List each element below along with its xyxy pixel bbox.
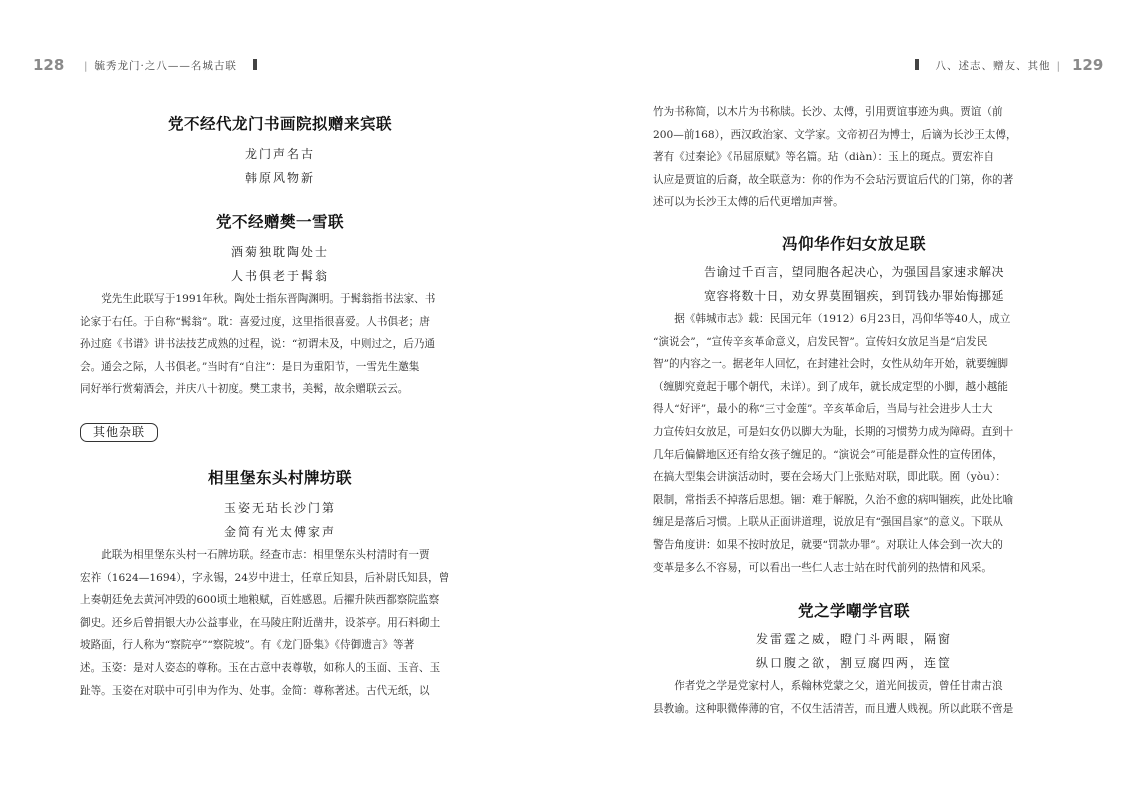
category-tag: 其他杂联 (80, 423, 158, 442)
couplet-line: 龙门声名古 (244, 147, 315, 161)
section-title: 冯仰华作妇女放足联 (781, 233, 926, 253)
couplet-line: 告谕过千百言，望同胞各起决心，为强国昌家速求解决 (703, 264, 1004, 279)
couplet-line: 韩原风物新 (244, 171, 315, 185)
couplet-line: 玉姿无玷长沙门第 (223, 500, 336, 515)
section-title: 党不经赠樊一雪联 (215, 212, 344, 231)
running-header-left: | 毓秀龙门·之八——名城古联 (78, 58, 257, 73)
running-title-left: 毓秀龙门·之八——名城古联 (94, 60, 237, 72)
commentary-paragraph: 作者党之学是党家村人，系翰林党蒙之父，道光间拔贡，曾任甘肃古浪 县教谕。这种职微俸薄的官，不仅生活清苦，而且遭人贱视。所以此联不啻是 (653, 680, 1014, 715)
page-number-right: 129 (1072, 56, 1104, 74)
commentary-paragraph: 竹为书称简，以木片为书称牍。长沙、太傅，引用贾谊事迹为典。贾谊（前 200—前168），西汉政治家、文学家。文帝初召为博士，后谪为长沙王太傅， 著有《过秦论》《吊屈原赋》等名篇。玷（diàn）：玉上的斑点。贾宏祚自 认应是贾谊的后裔，故全联意为：你的作为不会玷污贾谊后代的门第，你的著 述可以为长沙王太傅的后代更增加声誉。 (653, 106, 1017, 209)
page-number-left: 128 (33, 56, 65, 74)
commentary-paragraph: 此联为相里堡东头村一石牌坊联。经查市志：相里堡东头村清时有一贾 宏祚（1624—1694），字永锡，24岁中进士，任章丘知县，后补尉氏知县，曾 上奏朝廷免去黄河冲毁的600顷土地粮赋，百姓感恩。后擢升陕西都察院监察 御史。还乡后曾捐银大办公益事业，在马陵庄附近凿井，设茶亭。用石料砌土 坡路面，行人称为“察院亭”“察院坡”。有《龙门卧集》《侍御遗言》等著 述。玉姿：是对人姿态的尊称。玉在古意中表尊敬，如称人的玉面、玉音、玉 趾等。玉姿在对联中可引申为作为、处事。金简：尊称著述。古代无纸，以 (80, 548, 450, 697)
couplet-line: 宽容将数十日，劝女界莫囿锢疾，到罚钱办罪始悔挪延 (703, 288, 1004, 303)
couplet-line: 金简有光太傅家声 (223, 524, 336, 539)
section-title: 党不经代龙门书画院拟赠来宾联 (167, 114, 392, 133)
couplet-line: 纵口腹之欲，割豆腐四两，连筐 (755, 656, 952, 671)
commentary-paragraph: 据《韩城市志》载：民国元年（1912）6月23日，冯仰华等40人，成立 “演说会”，“宣传辛亥革命意义，启发民智”。宣传妇女放足当是“启发民 智”的内容之一。据老年人回忆，在封建社会时，女性从幼年开始，就要缠脚 （缠脚究竟起于哪个朝代，未详）。到了成年，就长成定型的小脚，越小越能 得人“好评”，最小的称“三寸金莲”。辛亥革命后，当局与社会进步人士大 力宣传妇女放足，可是妇女仍以脚大为耻，长期的习惯势力成为障碍。直到十 几年后偏僻地区还有给女孩子缠足的。“演说会”可能是群众性的宣传团体， 在搞大型集会讲演活动时，要在会场大门上张贴对联，即此联。囿（yòu）： 限制，常指丢不掉落后思想。锢：难于解脱，久治不愈的病叫锢疾，此处比喻 缠足是落后习惯。上联从正面讲道理，说放足有“强国昌家”的意义。下联从 警告角度讲：如果不按时放足，就要“罚款办罪”。对联让人体会到一次大的 变革是多么不容易，可以看出一些仁人志士站在时代前列的热情和风采。 (653, 312, 1014, 574)
running-title-right: 八、述志、赠友、其他 (935, 60, 1051, 72)
commentary-paragraph: 党先生此联写于1991年秋。陶处士指东晋陶渊明。于髯翁指书法家、书 论家于右任。于自称“髯翁”。耽：喜爱过度，这里指很喜爱。人书俱老；唐 孙过庭《书谱》讲书法技艺成熟的过程，说：“初谓未及，中则过之，后乃通 会。通会之际，人书俱老。”当时有“自注”：是日为重阳节，一雪先生邀集 同好举行赏菊酒会，并庆八十初度。樊工隶书，美髯，故余赠联云云。 (80, 293, 436, 396)
running-header-right: 八、述志、赠友、其他 | (915, 58, 1067, 73)
couplet-line: 酒菊独耽陶处士 (230, 245, 329, 259)
right-page-column (653, 101, 1055, 720)
header-marker (253, 59, 257, 70)
section-title: 党之学嘲学官联 (797, 601, 910, 621)
couplet-line: 人书俱老于髯翁 (230, 269, 329, 283)
couplet-line: 发雷霆之威，瞪门斗两眼，隔窗 (755, 632, 952, 647)
section-title: 相里堡东头村牌坊联 (207, 467, 352, 487)
left-page-column (80, 112, 480, 702)
header-marker (915, 59, 919, 70)
